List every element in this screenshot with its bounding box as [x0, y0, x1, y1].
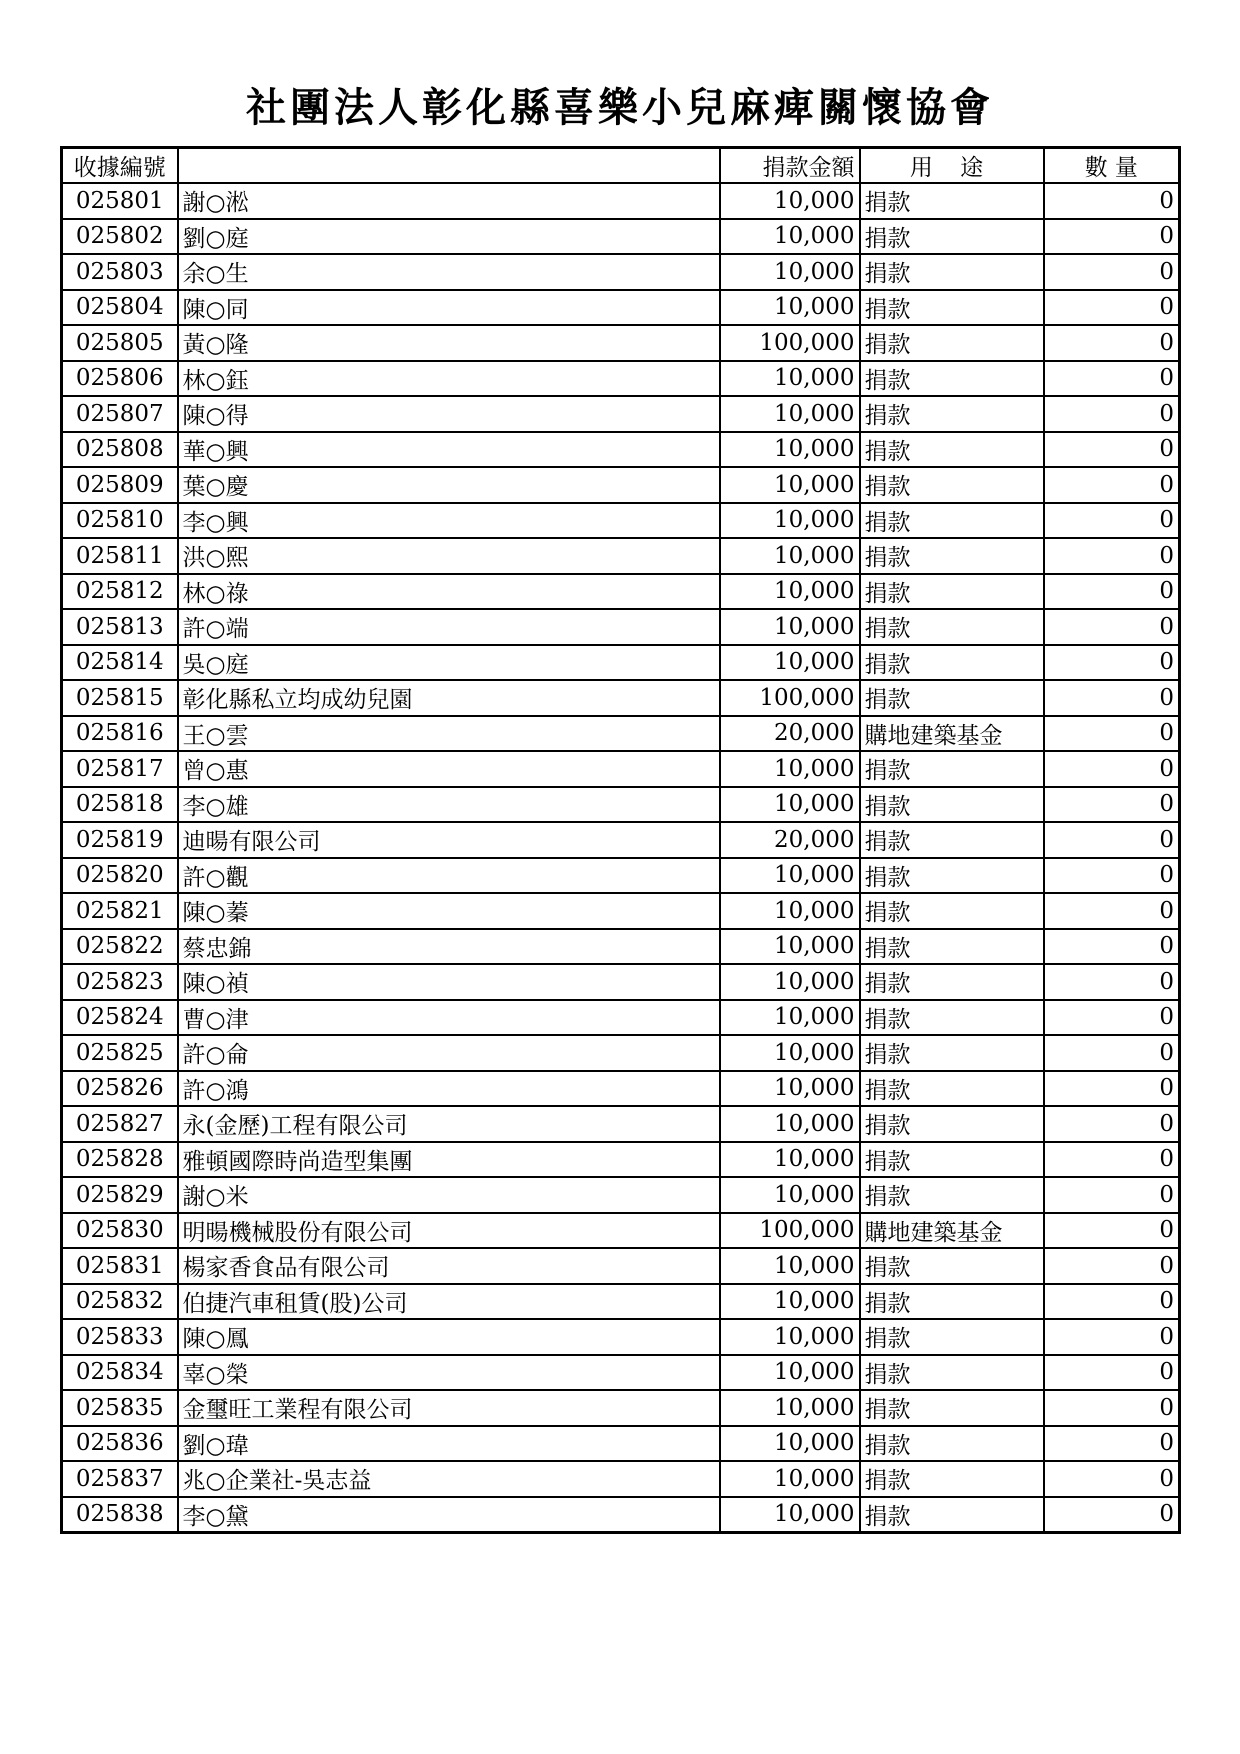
donor-name-cell: 蔡忠錦 — [178, 929, 720, 965]
purpose-cell: 捐款 — [860, 1390, 1044, 1426]
quantity-cell: 0 — [1044, 290, 1180, 326]
donation-table — [60, 146, 1181, 1534]
receipt-no-cell: 025838 — [62, 1497, 178, 1533]
donor-name-cell: 永(金歷)工程有限公司 — [178, 1106, 720, 1142]
amount-cell: 10,000 — [720, 432, 860, 468]
quantity-cell: 0 — [1044, 929, 1180, 965]
amount-cell: 10,000 — [720, 574, 860, 610]
amount-cell: 10,000 — [720, 609, 860, 645]
quantity-cell: 0 — [1044, 1497, 1180, 1533]
purpose-cell: 捐款 — [860, 1035, 1044, 1071]
header-amount: 捐款金額 — [720, 148, 860, 184]
receipt-no-cell: 025809 — [62, 467, 178, 503]
receipt-no-cell: 025808 — [62, 432, 178, 468]
quantity-cell: 0 — [1044, 325, 1180, 361]
receipt-no-cell: 025823 — [62, 964, 178, 1000]
quantity-cell: 0 — [1044, 1390, 1180, 1426]
receipt-no-cell: 025814 — [62, 645, 178, 681]
table-row — [62, 325, 1180, 361]
receipt-no-cell: 025804 — [62, 290, 178, 326]
amount-cell: 10,000 — [720, 964, 860, 1000]
donor-name-cell: 彰化縣私立均成幼兒園 — [178, 680, 720, 716]
quantity-cell: 0 — [1044, 1142, 1180, 1178]
quantity-cell: 0 — [1044, 1248, 1180, 1284]
amount-cell: 10,000 — [720, 1248, 860, 1284]
receipt-no-cell: 025832 — [62, 1284, 178, 1320]
amount-cell: 10,000 — [720, 219, 860, 255]
table-row — [62, 751, 1180, 787]
quantity-cell: 0 — [1044, 219, 1180, 255]
receipt-no-cell: 025822 — [62, 929, 178, 965]
donor-name-cell: 劉○瑋 — [178, 1426, 720, 1462]
receipt-no-cell: 025829 — [62, 1177, 178, 1213]
table-row — [62, 1461, 1180, 1497]
purpose-cell: 捐款 — [860, 1248, 1044, 1284]
donor-name-cell: 謝○米 — [178, 1177, 720, 1213]
donor-name-cell: 陳○蓁 — [178, 893, 720, 929]
donor-name-cell: 迪暘有限公司 — [178, 822, 720, 858]
table-row — [62, 787, 1180, 823]
amount-cell: 10,000 — [720, 893, 860, 929]
table-row — [62, 929, 1180, 965]
donor-name-cell: 余○生 — [178, 254, 720, 290]
quantity-cell: 0 — [1044, 467, 1180, 503]
amount-cell: 20,000 — [720, 822, 860, 858]
table-row — [62, 574, 1180, 610]
receipt-no-cell: 025831 — [62, 1248, 178, 1284]
purpose-cell: 捐款 — [860, 574, 1044, 610]
donor-name-cell: 華○興 — [178, 432, 720, 468]
quantity-cell: 0 — [1044, 609, 1180, 645]
purpose-cell: 捐款 — [860, 929, 1044, 965]
header-receipt-no: 收據編號 — [62, 148, 178, 184]
purpose-cell: 捐款 — [860, 538, 1044, 574]
receipt-no-cell: 025835 — [62, 1390, 178, 1426]
purpose-cell: 捐款 — [860, 858, 1044, 894]
table-row — [62, 858, 1180, 894]
donor-name-cell: 吳○庭 — [178, 645, 720, 681]
donor-name-cell: 王○雲 — [178, 716, 720, 752]
table-row — [62, 432, 1180, 468]
header-quantity: 數 量 — [1044, 148, 1180, 184]
receipt-no-cell: 025801 — [62, 183, 178, 219]
table-row — [62, 219, 1180, 255]
table-row — [62, 645, 1180, 681]
quantity-cell: 0 — [1044, 858, 1180, 894]
purpose-cell: 捐款 — [860, 1497, 1044, 1533]
amount-cell: 10,000 — [720, 1390, 860, 1426]
receipt-no-cell: 025811 — [62, 538, 178, 574]
amount-cell: 10,000 — [720, 1319, 860, 1355]
donor-name-cell: 許○侖 — [178, 1035, 720, 1071]
amount-cell: 100,000 — [720, 325, 860, 361]
receipt-no-cell: 025824 — [62, 1000, 178, 1036]
donor-name-cell: 楊家香食品有限公司 — [178, 1248, 720, 1284]
amount-cell: 10,000 — [720, 290, 860, 326]
amount-cell: 10,000 — [720, 1035, 860, 1071]
purpose-cell: 捐款 — [860, 503, 1044, 539]
purpose-cell: 捐款 — [860, 361, 1044, 397]
quantity-cell: 0 — [1044, 1426, 1180, 1462]
purpose-cell: 捐款 — [860, 467, 1044, 503]
donor-name-cell: 黃○隆 — [178, 325, 720, 361]
purpose-cell: 捐款 — [860, 432, 1044, 468]
purpose-cell: 捐款 — [860, 396, 1044, 432]
purpose-cell: 捐款 — [860, 822, 1044, 858]
amount-cell: 10,000 — [720, 361, 860, 397]
table-row — [62, 1355, 1180, 1391]
quantity-cell: 0 — [1044, 1106, 1180, 1142]
purpose-cell: 購地建築基金 — [860, 1213, 1044, 1249]
table-row — [62, 1177, 1180, 1213]
donor-name-cell: 李○興 — [178, 503, 720, 539]
table-row — [62, 361, 1180, 397]
table-row — [62, 183, 1180, 219]
amount-cell: 10,000 — [720, 183, 860, 219]
header-name — [178, 148, 720, 184]
donor-name-cell: 陳○同 — [178, 290, 720, 326]
donor-name-cell: 林○祿 — [178, 574, 720, 610]
table-row — [62, 1248, 1180, 1284]
table-row — [62, 1319, 1180, 1355]
purpose-cell: 購地建築基金 — [860, 716, 1044, 752]
quantity-cell: 0 — [1044, 1213, 1180, 1249]
receipt-no-cell: 025828 — [62, 1142, 178, 1178]
amount-cell: 10,000 — [720, 254, 860, 290]
table-row — [62, 680, 1180, 716]
donor-name-cell: 林○鈺 — [178, 361, 720, 397]
amount-cell: 10,000 — [720, 1426, 860, 1462]
amount-cell: 10,000 — [720, 467, 860, 503]
amount-cell: 10,000 — [720, 645, 860, 681]
receipt-no-cell: 025802 — [62, 219, 178, 255]
receipt-no-cell: 025803 — [62, 254, 178, 290]
quantity-cell: 0 — [1044, 361, 1180, 397]
purpose-cell: 捐款 — [860, 254, 1044, 290]
donor-name-cell: 許○鴻 — [178, 1071, 720, 1107]
amount-cell: 10,000 — [720, 751, 860, 787]
purpose-cell: 捐款 — [860, 1177, 1044, 1213]
amount-cell: 10,000 — [720, 1106, 860, 1142]
amount-cell: 10,000 — [720, 503, 860, 539]
amount-cell: 10,000 — [720, 929, 860, 965]
header-row — [62, 148, 1180, 184]
receipt-no-cell: 025816 — [62, 716, 178, 752]
quantity-cell: 0 — [1044, 432, 1180, 468]
amount-cell: 10,000 — [720, 538, 860, 574]
purpose-cell: 捐款 — [860, 680, 1044, 716]
table-body — [62, 183, 1180, 1532]
quantity-cell: 0 — [1044, 574, 1180, 610]
quantity-cell: 0 — [1044, 787, 1180, 823]
donor-name-cell: 李○雄 — [178, 787, 720, 823]
table-row — [62, 467, 1180, 503]
table-row — [62, 1390, 1180, 1426]
table-row — [62, 964, 1180, 1000]
quantity-cell: 0 — [1044, 1319, 1180, 1355]
donor-name-cell: 陳○得 — [178, 396, 720, 432]
receipt-no-cell: 025820 — [62, 858, 178, 894]
receipt-no-cell: 025818 — [62, 787, 178, 823]
receipt-no-cell: 025830 — [62, 1213, 178, 1249]
table-row — [62, 1035, 1180, 1071]
purpose-cell: 捐款 — [860, 1461, 1044, 1497]
donor-name-cell: 許○端 — [178, 609, 720, 645]
quantity-cell: 0 — [1044, 1461, 1180, 1497]
table-row — [62, 1213, 1180, 1249]
purpose-cell: 捐款 — [860, 290, 1044, 326]
quantity-cell: 0 — [1044, 716, 1180, 752]
purpose-cell: 捐款 — [860, 1071, 1044, 1107]
amount-cell: 10,000 — [720, 1355, 860, 1391]
quantity-cell: 0 — [1044, 254, 1180, 290]
receipt-no-cell: 025836 — [62, 1426, 178, 1462]
receipt-no-cell: 025806 — [62, 361, 178, 397]
receipt-no-cell: 025821 — [62, 893, 178, 929]
donor-name-cell: 辜○榮 — [178, 1355, 720, 1391]
donor-name-cell: 曾○惠 — [178, 751, 720, 787]
donor-name-cell: 明暘機械股份有限公司 — [178, 1213, 720, 1249]
receipt-no-cell: 025819 — [62, 822, 178, 858]
table-row — [62, 1106, 1180, 1142]
purpose-cell: 捐款 — [860, 1319, 1044, 1355]
purpose-cell: 捐款 — [860, 609, 1044, 645]
table-row — [62, 1071, 1180, 1107]
purpose-cell: 捐款 — [860, 183, 1044, 219]
donor-name-cell: 陳○鳳 — [178, 1319, 720, 1355]
amount-cell: 10,000 — [720, 787, 860, 823]
purpose-cell: 捐款 — [860, 1284, 1044, 1320]
quantity-cell: 0 — [1044, 538, 1180, 574]
quantity-cell: 0 — [1044, 645, 1180, 681]
quantity-cell: 0 — [1044, 1177, 1180, 1213]
quantity-cell: 0 — [1044, 680, 1180, 716]
receipt-no-cell: 025825 — [62, 1035, 178, 1071]
purpose-cell: 捐款 — [860, 1426, 1044, 1462]
purpose-cell: 捐款 — [860, 1142, 1044, 1178]
receipt-no-cell: 025826 — [62, 1071, 178, 1107]
amount-cell: 10,000 — [720, 1071, 860, 1107]
amount-cell: 100,000 — [720, 1213, 860, 1249]
donor-name-cell: 許○觀 — [178, 858, 720, 894]
receipt-no-cell: 025833 — [62, 1319, 178, 1355]
donor-name-cell: 陳○禎 — [178, 964, 720, 1000]
purpose-cell: 捐款 — [860, 1000, 1044, 1036]
amount-cell: 10,000 — [720, 1284, 860, 1320]
purpose-cell: 捐款 — [860, 964, 1044, 1000]
purpose-cell: 捐款 — [860, 1106, 1044, 1142]
purpose-cell: 捐款 — [860, 645, 1044, 681]
table-row — [62, 290, 1180, 326]
donor-name-cell: 雅頓國際時尚造型集團 — [178, 1142, 720, 1178]
receipt-no-cell: 025805 — [62, 325, 178, 361]
donor-name-cell: 李○黛 — [178, 1497, 720, 1533]
receipt-no-cell: 025807 — [62, 396, 178, 432]
quantity-cell: 0 — [1044, 183, 1180, 219]
quantity-cell: 0 — [1044, 1035, 1180, 1071]
purpose-cell: 捐款 — [860, 219, 1044, 255]
quantity-cell: 0 — [1044, 1071, 1180, 1107]
amount-cell: 10,000 — [720, 1461, 860, 1497]
donor-name-cell: 劉○庭 — [178, 219, 720, 255]
receipt-no-cell: 025810 — [62, 503, 178, 539]
receipt-no-cell: 025837 — [62, 1461, 178, 1497]
table-row — [62, 538, 1180, 574]
quantity-cell: 0 — [1044, 822, 1180, 858]
amount-cell: 100,000 — [720, 680, 860, 716]
table-row — [62, 1142, 1180, 1178]
quantity-cell: 0 — [1044, 1284, 1180, 1320]
quantity-cell: 0 — [1044, 964, 1180, 1000]
receipt-no-cell: 025812 — [62, 574, 178, 610]
donor-name-cell: 兆○企業社-吳志益 — [178, 1461, 720, 1497]
quantity-cell: 0 — [1044, 893, 1180, 929]
receipt-no-cell: 025817 — [62, 751, 178, 787]
table-row — [62, 396, 1180, 432]
donor-name-cell: 葉○慶 — [178, 467, 720, 503]
quantity-cell: 0 — [1044, 751, 1180, 787]
table-row — [62, 609, 1180, 645]
donor-name-cell: 洪○熙 — [178, 538, 720, 574]
donor-name-cell: 金璽旺工業程有限公司 — [178, 1390, 720, 1426]
amount-cell: 10,000 — [720, 1000, 860, 1036]
table-row — [62, 893, 1180, 929]
purpose-cell: 捐款 — [860, 893, 1044, 929]
receipt-no-cell: 025834 — [62, 1355, 178, 1391]
quantity-cell: 0 — [1044, 1000, 1180, 1036]
amount-cell: 10,000 — [720, 858, 860, 894]
table-row — [62, 716, 1180, 752]
purpose-cell: 捐款 — [860, 751, 1044, 787]
header-purpose: 用 途 — [860, 148, 1044, 184]
quantity-cell: 0 — [1044, 1355, 1180, 1391]
table-row — [62, 1497, 1180, 1533]
table-row — [62, 1284, 1180, 1320]
table-row — [62, 254, 1180, 290]
receipt-no-cell: 025815 — [62, 680, 178, 716]
purpose-cell: 捐款 — [860, 325, 1044, 361]
donor-name-cell: 曹○津 — [178, 1000, 720, 1036]
table-row — [62, 822, 1180, 858]
donor-name-cell: 謝○淞 — [178, 183, 720, 219]
table-row — [62, 1426, 1180, 1462]
table-row — [62, 503, 1180, 539]
table-row — [62, 1000, 1180, 1036]
quantity-cell: 0 — [1044, 396, 1180, 432]
purpose-cell: 捐款 — [860, 787, 1044, 823]
quantity-cell: 0 — [1044, 503, 1180, 539]
receipt-no-cell: 025813 — [62, 609, 178, 645]
amount-cell: 20,000 — [720, 716, 860, 752]
page-title: 社團法人彰化縣喜樂小兒麻痺關懷協會 — [246, 85, 994, 131]
donor-name-cell: 伯捷汽車租賃(股)公司 — [178, 1284, 720, 1320]
amount-cell: 10,000 — [720, 1177, 860, 1213]
amount-cell: 10,000 — [720, 1497, 860, 1533]
purpose-cell: 捐款 — [860, 1355, 1044, 1391]
receipt-no-cell: 025827 — [62, 1106, 178, 1142]
amount-cell: 10,000 — [720, 396, 860, 432]
amount-cell: 10,000 — [720, 1142, 860, 1178]
